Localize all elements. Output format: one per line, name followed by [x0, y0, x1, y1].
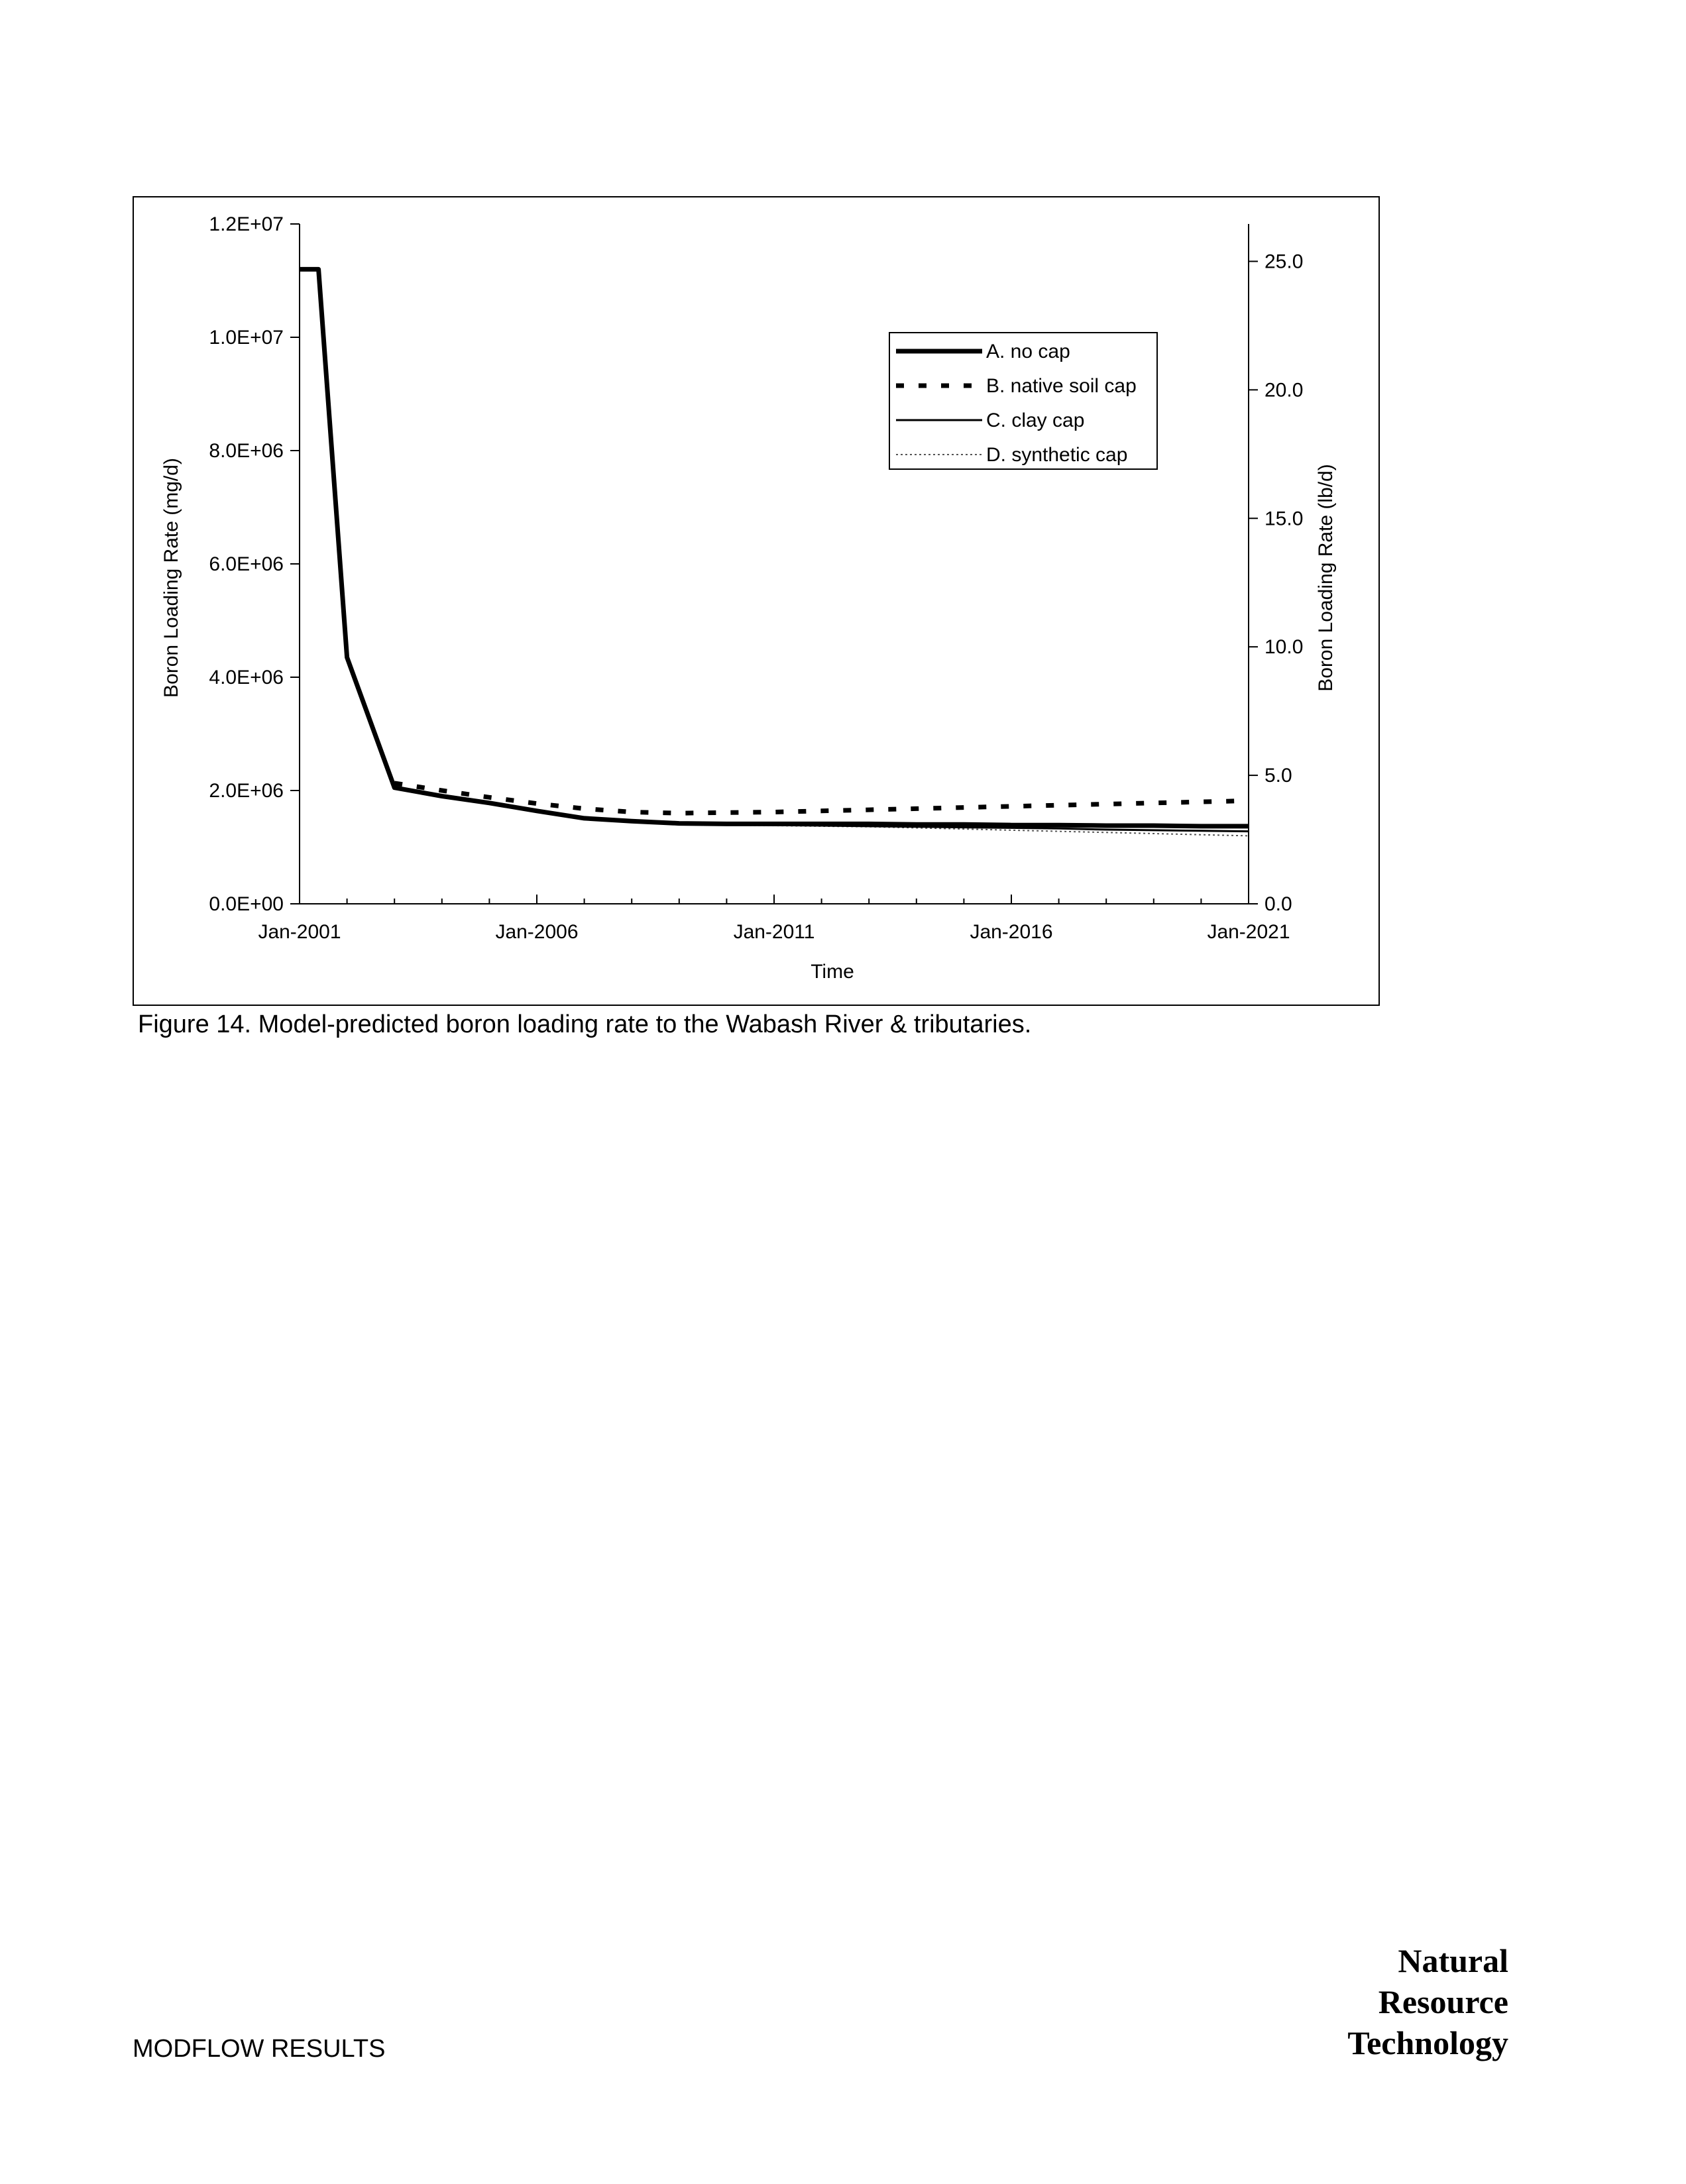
y-tick-label-right: 25.0 [1264, 250, 1304, 273]
figure-caption: Figure 14. Model-predicted boron loading rate to the Wabash River & tributaries. [138, 1010, 1032, 1038]
brand-line: Technology [1347, 2024, 1508, 2061]
legend-label: B. native soil cap [986, 375, 1137, 397]
y-tick-label-left: 4.0E+06 [209, 667, 284, 688]
y-tick-label-right: 10.0 [1264, 636, 1304, 659]
x-tick-label: Jan-2011 [733, 921, 815, 943]
y-tick-label-right: 0.0 [1264, 893, 1292, 915]
chart-frame [133, 196, 1380, 1006]
y-tick-label-left: 6.0E+06 [209, 553, 284, 575]
y-tick-label-right: 15.0 [1264, 508, 1304, 530]
y-tick-label-left: 1.0E+07 [209, 327, 284, 349]
x-tick-label: Jan-2021 [1207, 921, 1290, 943]
x-tick-label: Jan-2001 [258, 921, 341, 943]
chart-legend [889, 333, 1157, 469]
x-tick-label: Jan-2016 [970, 921, 1053, 943]
y-tick-label-left: 8.0E+06 [209, 440, 284, 462]
brand-line: Natural [1398, 1942, 1508, 1979]
y-tick-label-left: 2.0E+06 [209, 780, 284, 802]
y-tick-label-right: 20.0 [1264, 379, 1304, 402]
y-tick-label-right: 5.0 [1264, 765, 1292, 787]
x-axis-title: Time [811, 961, 854, 983]
boron-loading-chart [134, 197, 1378, 1005]
y-axis-title-left: Boron Loading Rate (mg/d) [160, 458, 182, 698]
y-axis-title-right: Boron Loading Rate (lb/d) [1315, 464, 1337, 692]
y-tick-label-left: 0.0E+00 [209, 893, 284, 915]
legend-label: A. no cap [986, 341, 1070, 362]
brand-line: Resource [1378, 1983, 1508, 2020]
footer-section-label: MODFLOW RESULTS [133, 2035, 386, 2063]
company-brand [1347, 1940, 1508, 2063]
x-tick-label: Jan-2006 [495, 921, 579, 943]
y-tick-label-left: 1.2E+07 [209, 213, 284, 235]
legend-label: C. clay cap [986, 410, 1085, 431]
legend-label: D. synthetic cap [986, 444, 1128, 466]
